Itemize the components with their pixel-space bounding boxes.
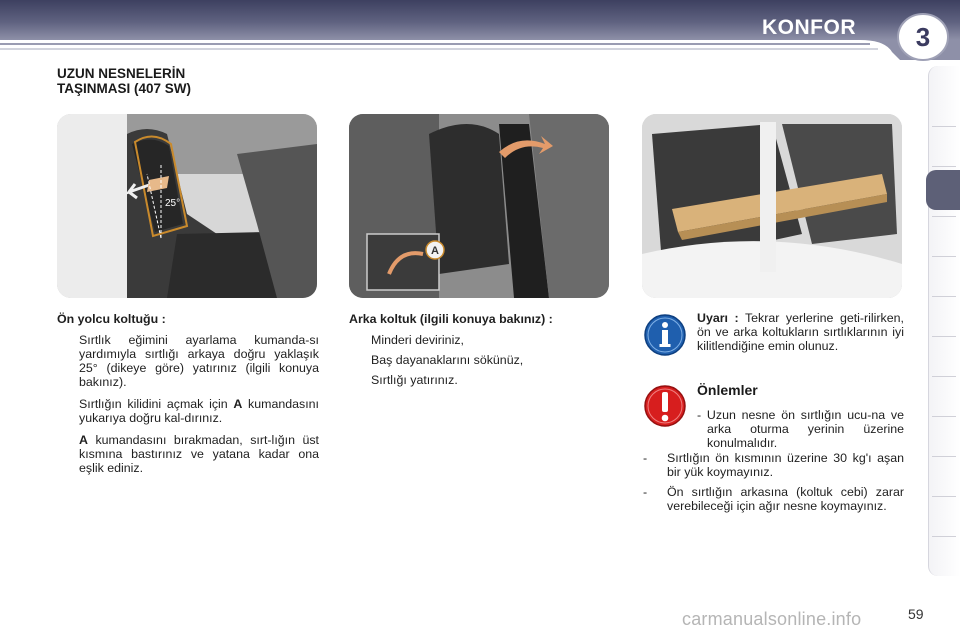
precautions-first-note xyxy=(697,408,904,450)
precaution-text: - Uzun nesne ön sırtlığın ucu-na ve arka oturma yerinin üzerine konulmalıdır. xyxy=(697,408,904,450)
warning-text: Tekrar yerlerine geti-rilirken, ön ve arka koltukların sırtlıklarının iyi kilitlendiğine emin olunuz. xyxy=(697,311,904,353)
front-passenger-column xyxy=(57,312,319,483)
header-band xyxy=(0,0,960,62)
active-chapter-tab[interactable] xyxy=(926,170,960,210)
list-item xyxy=(57,397,319,425)
edge-rail xyxy=(928,66,960,576)
chapter-edge-tabs xyxy=(926,66,960,576)
page-number: 59 xyxy=(908,606,924,622)
list-item-text: Sırtlığı yatırınız. xyxy=(371,373,458,387)
edge-tick xyxy=(932,536,956,537)
edge-tick xyxy=(932,166,956,167)
front-passenger-heading: Ön yolcu koltuğu : xyxy=(57,312,166,326)
edge-tick xyxy=(932,376,956,377)
list-item-text: Sırtlığın ön kısmının üzerine 30 kg'ı aşan bir yük koymayınız. xyxy=(667,451,904,479)
list-item xyxy=(643,485,904,513)
dash-marker: - xyxy=(643,451,648,465)
angle-label: 25° xyxy=(165,198,181,209)
rear-seat-heading: Arka koltuk (ilgili konuya bakınız) : xyxy=(349,312,553,326)
list-item xyxy=(643,451,904,479)
list-item-text: kumandasını bırakmadan, sırt-lığın üst kısmına bastırınız ve yatana kadar ona eşlik ediniz. xyxy=(79,433,319,475)
section-title xyxy=(57,66,191,96)
rear-seat-column xyxy=(349,312,611,395)
dash-marker: - xyxy=(643,485,648,499)
list-item xyxy=(349,373,611,387)
section-title-line: UZUN NESNELERİN xyxy=(57,66,186,81)
front-seat-photo xyxy=(57,114,317,298)
precautions-list xyxy=(643,451,904,521)
section-title-line: TAŞINMASI (407 SW) xyxy=(57,81,192,96)
chapter-title: KONFOR xyxy=(762,16,856,39)
precautions-heading: Önlemler xyxy=(697,382,758,398)
caution-icon xyxy=(643,384,687,428)
warning-note xyxy=(697,311,904,353)
list-item-text: Sırtlık eğimini ayarlama kumanda-sı yardımıyla sırtlığı arkaya doğru yaklaşık 25° (dikeye göre) yatırınız (ilgili konuya bakınız). xyxy=(79,333,319,389)
chapter-number: 3 xyxy=(915,21,931,52)
edge-tick xyxy=(932,496,956,497)
warning-label: Uyarı : xyxy=(697,311,739,325)
rear-seat-photo xyxy=(349,114,609,298)
control-label: A xyxy=(233,397,243,411)
list-item xyxy=(57,433,319,475)
info-icon xyxy=(643,313,687,357)
list-item-text: Ön sırtlığın arkasına (koltuk cebi) zarar verebileceği için ağır nesne koymayınız. xyxy=(667,485,904,513)
edge-tick xyxy=(932,216,956,217)
list-item-text: Sırtlığın kilidini açmak için xyxy=(79,397,234,411)
list-item-text: Baş dayanaklarını sökünüz, xyxy=(371,353,524,367)
marker-label: A xyxy=(431,245,439,257)
edge-tick xyxy=(932,126,956,127)
list-item xyxy=(349,333,611,347)
watermark: carmanualsonline.info xyxy=(682,609,862,629)
long-load-photo xyxy=(642,114,902,298)
list-item xyxy=(349,353,611,367)
list-item-text: kumandasını yukarıya doğru kal-dırınız. xyxy=(79,397,320,425)
list-item xyxy=(57,333,319,389)
list-item-text: Minderi deviriniz, xyxy=(371,333,464,347)
edge-tick xyxy=(932,336,956,337)
edge-tick xyxy=(932,456,956,457)
edge-tick xyxy=(932,416,956,417)
edge-tick xyxy=(932,256,956,257)
control-label: A xyxy=(79,433,88,447)
edge-tick xyxy=(932,296,956,297)
